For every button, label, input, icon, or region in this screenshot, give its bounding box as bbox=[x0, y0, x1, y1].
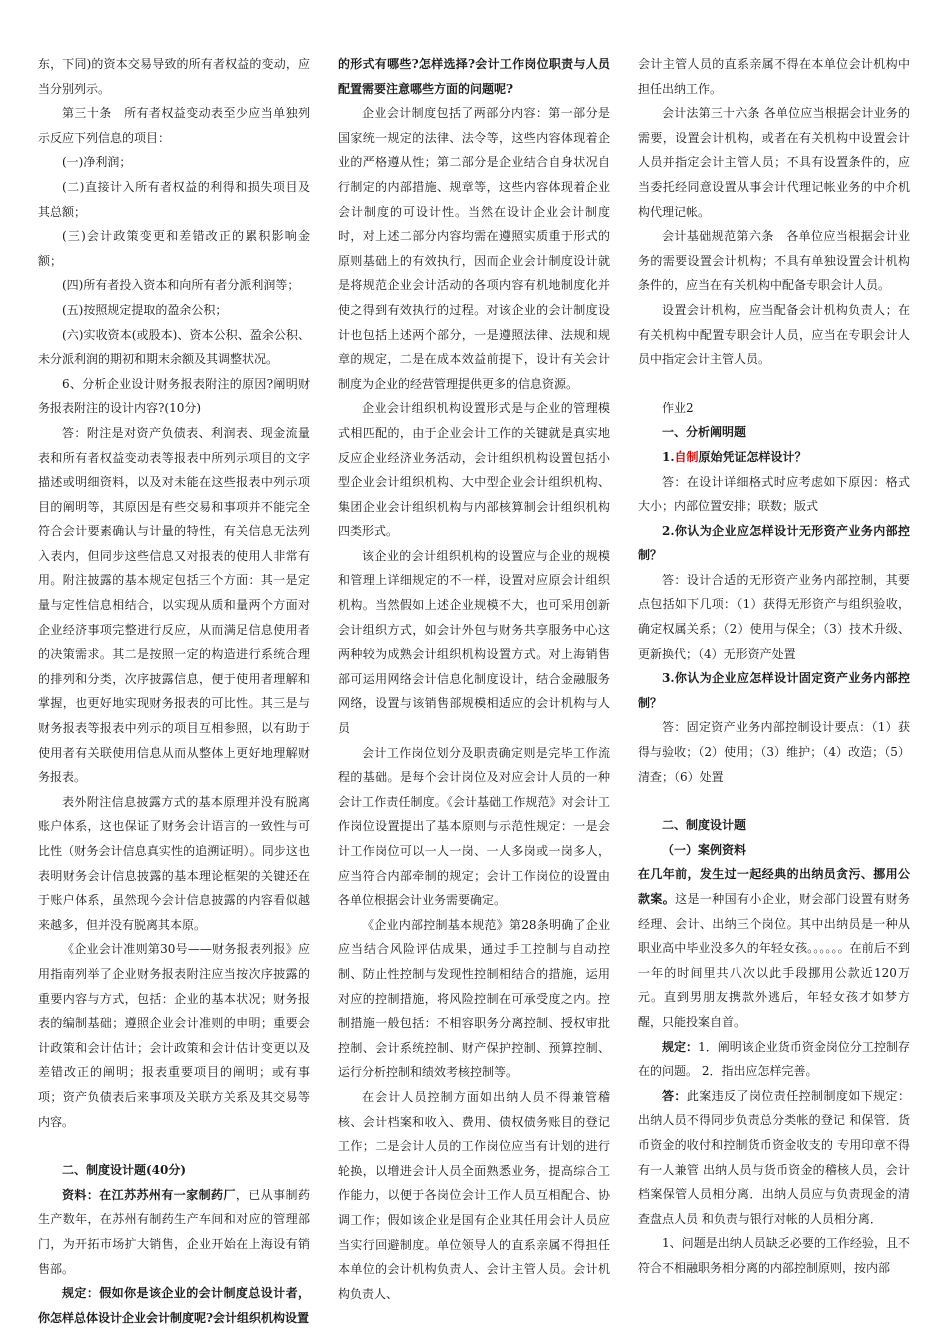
case-paragraph bbox=[638, 862, 910, 1034]
answer: 答：设计合适的无形资产业务内部控制，其要点包括如下几项：（1）获得无形资产与组织验收，确定权属关系；（2）使用与保全；（3）技术升级、更新换代；（4）无形资产处置 bbox=[638, 572, 910, 661]
paragraph: 会计法第三十六条 各单位应当根据会计业务的需要，设置会计机构，或者在有关机构中设置会计人员并指定会计主管人员；不具有设置条件的，应当委托经同意设置从事会计代理记帐业务的中介机构代理记帐。 bbox=[638, 106, 910, 219]
requirement-text: 1．阐明该企业货币资金岗位分工控制存在的问题。 2．指出应怎样完善。 bbox=[638, 1039, 910, 1079]
case-material-lead: 资料：在江苏苏州有一家制药厂 bbox=[62, 1187, 236, 1202]
requirement: 规定：假如你是该企业的会计制度总设计者，你怎样总体设计企业会计制度呢?会计组织机构设置 bbox=[38, 1286, 310, 1325]
paragraph: 企业会计制度包括了两部分内容：第一部分是国家统一规定的法律、法令等，这些内容体现着企业的严格遵从性；第二部分是企业结合自身状况自行制定的内部措施、规章等，这些内容体现着企业会计制度的可设计性。当然在设计企业会计制度时，对上述二部分内容均需在遵照实质重于形式的原则基础上的有效执行，因而企业会计制度设计就是将规范企业会计活动的各项内容有机地制度化并使之得到有效执行的过程。对该企业的会计制度设计也包括上述两个部分，一是遵照法律、法规和规章的规定，二是在成本效益前提下，设计有关会计制度为企业的经营管理提供更多的信息资源。 bbox=[338, 106, 610, 391]
question bbox=[638, 445, 910, 470]
spacer bbox=[638, 789, 910, 813]
list-item: (二)直接计入所有者权益的利得和损失项目及其总额； bbox=[38, 179, 310, 219]
requirement-label: 规定： bbox=[662, 1039, 699, 1054]
list-item: (五)按照规定提取的盈余公积； bbox=[62, 302, 228, 317]
case-material bbox=[38, 1183, 310, 1281]
question-number: 1. bbox=[662, 449, 675, 464]
paragraph: 设置会计机构，应当配备会计机构负责人；在有关机构中配置专职会计人员，应当在专职会计人员中指定会计主管人员。 bbox=[638, 302, 910, 367]
question: 6、分析企业设计财务报表附注的原因?阐明财务报表附注的设计内容?(10分) bbox=[38, 376, 310, 416]
spacer bbox=[38, 1134, 310, 1158]
paragraph: 企业会计组织机构设置形式是与企业的管理模式相匹配的，由于企业会计工作的关键就是真实地反应企业经济业务活动，会计组织机构设置包括小型企业会计组织机构、大中型企业会计组织机构、集团企业会计组织机构与内部核算制会计组织机构四类形式。 bbox=[338, 401, 610, 539]
paragraph: 《企业内部控制基本规范》第28条明确了企业应当结合风险评估成果，通过手工控制与自动控制、防止性控制与发现性控制相结合的措施，运用对应的控制措施，将风险控制在可承受度之内。控制措施一般包括：不相容职务分离控制、授权审批控制、会计系统控制、财产保护控制、预算控制、运行分析控制和绩效考核控制等。 bbox=[338, 917, 610, 1080]
subsection-heading: （一）案例资料 bbox=[662, 842, 747, 857]
answer: 答：在设计详细格式时应考虑如下原因：格式大小；内部位置安排；联数；版式 bbox=[638, 474, 910, 514]
paragraph: 会计主管人员的直系亲属不得在本单位会计机构中担任出纳工作。 bbox=[638, 57, 910, 96]
paragraph: 会计基础规范第六条 各单位应当根据会计业务的需要设置会计机构；不具有单独设置会计机构条件的，应当在有关机构中配备专职会计人员。 bbox=[638, 229, 910, 293]
answer-label: 答： bbox=[662, 1088, 687, 1103]
answer-text: 此案违反了岗位责任控制制度如下规定：出纳人员不得同步负责总分类帐的登记 和保管．货币资金的收付和控制货币资金收支的 专用印章不得有一人兼管 出纳人员与货币资金的稽核人员，会计档案保管人员相分离．出纳人员应与负责现金的清查盘点人员 和负责与银行对帐的人员相分离． bbox=[638, 1088, 910, 1226]
paragraph: 1、问题是出纳人员缺乏必要的工作经验，且不符合不相融职务相分离的内部控制原则，按内部 bbox=[638, 1236, 910, 1275]
question-text: 原始凭证怎样设计？ bbox=[698, 449, 807, 464]
paragraph: 在会计人员控制方面如出纳人员不得兼管稽核、会计档案和收入、费用、债权债务账目的登记工作；二是会计人员的工作岗位应当有计划的进行轮换，以增进会计人员全面熟悉业务，提高综合工作能力，以便于各岗位会计工作人员互相配合、协调工作；假如该企业是国有企业其任用会计人员应当实行回避制度。单位领导人的直系亲属不得担任本单位的会计机构负责人、会计主管人员。会计机构负责人、 bbox=[338, 1089, 610, 1301]
section-heading: 二、制度设计题(40分) bbox=[62, 1163, 187, 1178]
list-item: (一)净利润； bbox=[62, 155, 132, 170]
assignment-title: 作业2 bbox=[662, 400, 694, 415]
case-text: 这是一种国有小企业，财会部门设置有财务经理、会计、出纳三个岗位。其中出纳员是一种从职业高中毕业没多久的年轻女孩。。。。。。在前后不到一年的时间里共八次以此手段挪用公款近120万元。直到男朋友携款外逃后，年轻女孩才如梦方醒，只能投案自首。 bbox=[638, 892, 910, 1029]
highlighted-term: 自制 bbox=[674, 449, 699, 464]
paragraph: 《企业会计准则第30号——财务报表列报》应用指南列举了企业财务报表附注应当按次序披露的重要内容与方式，包括：企业的基本状况；财务报表的编制基础；遵照企业会计准则的申明；重要会计政策和会计估计；会计政策和会计估计变更以及差错改正的阐明；报表重要项目的阐明；或有事项；资产负债表后来事项及关联方关系及其交易等内容。 bbox=[38, 942, 310, 1129]
question: 3.你认为企业应怎样设计固定资产业务内部控制？ bbox=[638, 671, 910, 710]
answer: 答：固定资产业务内部控制设计要点：（1）获得与验收；（2）使用；（3）维护；（4）改造；（5）清查；（6）处置 bbox=[638, 720, 910, 784]
answer: 答：附注是对资产负债表、利润表、现金流量表和所有者权益变动表等报表中所列示项目的文字描述或明细资料，以及对未能在这些报表中列示项目的阐明等，其原因是有些交易和事项并不能完全符合会计要素确认与计量的特性，有关信息无法列入表内，但同步这些信息又对报表的使用人非常有用。附注披露的基本规定包括三个方面：其一是定量与定性信息相结合，以实现从质和量两个方面对企业经济事项完整进行反应，从而满足信息使用者的决策需求。其二是按照一定的构造进行系统合理的排列和分类，次序披露信息，便于使用者理解和掌握，也更好地实现财务报表的可比性。其三是与财务报表等报表中列示的项目互相参照，以有助于使用者有关联使用信息从而从整体上更好地理解财务报表。 bbox=[38, 425, 310, 785]
paragraph: 第三十条 所有者权益变动表至少应当单独列示反应下列信息的项目： bbox=[38, 106, 310, 145]
paragraph: 会计工作岗位划分及职责确定则是完毕工作流程的基础。是每个会计岗位及对应会计人员的一种会计工作责任制度。《会计基础工作规范》对会计工作岗位设置提出了基本原则与示范性规定：一是会计工作岗位可以一人一岗、一人多岗或一岗多人，应当符合内部牵制的规定；会计工作岗位的设置由各单位根据会计业务需要确定。 bbox=[338, 745, 610, 908]
paragraph: 东，下同)的资本交易导致的所有者权益的变动，应当分别列示。 bbox=[38, 57, 310, 96]
requirement-continued: 的形式有哪些?怎样选择?会计工作岗位职责与人员配置需要注意哪些方面的问题呢? bbox=[338, 57, 610, 96]
section-heading: 二、制度设计题 bbox=[662, 818, 747, 833]
column-middle bbox=[338, 52, 610, 1306]
list-item: (三)会计政策变更和差错改正的累积影响金额； bbox=[38, 229, 310, 268]
spacer bbox=[638, 372, 910, 396]
question: 2.你认为企业应怎样设计无形资产业务内部控制？ bbox=[638, 523, 910, 563]
case-lead: 在几年前，发生过一起经典的出纳员贪污、挪用公款案。 bbox=[638, 867, 910, 906]
column-left bbox=[38, 52, 310, 1330]
case-material-text: ，已从事制药生产数年，在苏州有制药生产车间和对应的管理部门，为开拓市场扩大销售，企业开始在上海设有销售部。 bbox=[38, 1187, 310, 1276]
column-right bbox=[638, 52, 910, 1281]
list-item: (四)所有者投入资本和向所有者分派利润等； bbox=[62, 278, 300, 293]
paragraph: 表外附注信息披露方式的基本原理并没有脱离账户体系，这也保证了财务会计语言的一致性与可比性（财务会计信息真实性的追溯证明）。同步这也表明财务会计信息披露的基本理论框架的关键还在于账户体系，虽然现今会计信息披露的内容看似越来越多，但并没有脱离其本原。 bbox=[38, 794, 310, 932]
answer bbox=[638, 1084, 910, 1232]
section-heading: 一、分析阐明题 bbox=[662, 425, 747, 440]
paragraph: 该企业的会计组织机构的设置应与企业的规模和管理上详细规定的不一样，设置对应原会计组织机构。当然假如上述企业规模不大，也可采用创新会计组织方式，如会计外包与财务共享服务中心这两种较为成熟会计组织机构设置方式。对上海销售部可运用网络会计信息化制度设计，结合金融服务网络，设置与该销售部规模相适应的会计机构与人员 bbox=[338, 548, 610, 736]
list-item: (六)实收资本(或股本)、资本公积、盈余公积、未分派利润的期初和期末余额及其调整状况。 bbox=[38, 327, 310, 367]
requirement bbox=[638, 1035, 910, 1084]
